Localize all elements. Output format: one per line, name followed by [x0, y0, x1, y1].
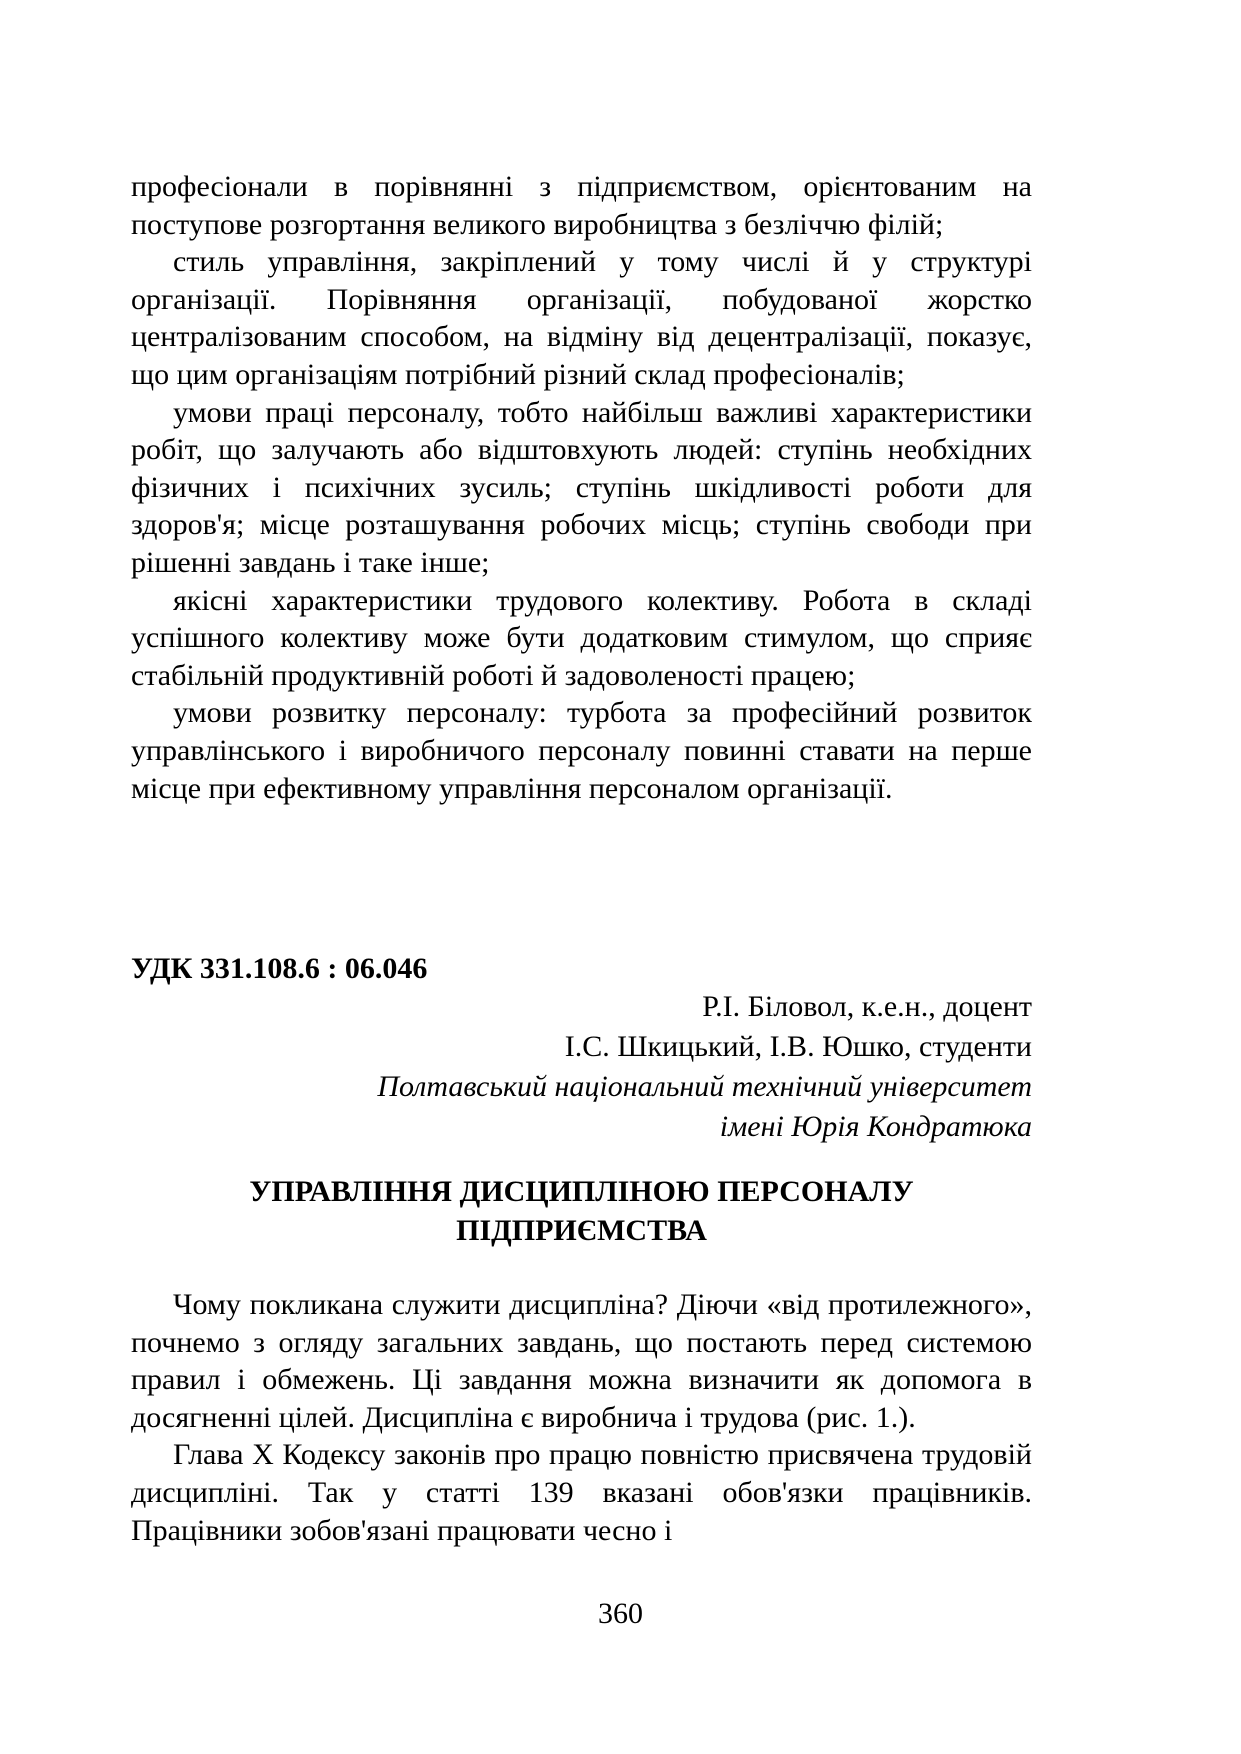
paragraph-personnel-development: умови розвитку персоналу: турбота за професійний розвиток управлінського і виробничого персоналу повинні ставати на перше місце при ефективному управління персоналом організації.	[131, 696, 1032, 805]
page-number: 360	[598, 1597, 643, 1630]
affiliation-line-2: імені Юрія Кондратюка	[719, 1110, 1032, 1143]
article-title	[131, 1172, 1032, 1250]
paragraph-working-conditions: умови праці персоналу, тобто найбільш важливі характеристики робіт, що залучають або відштовхують людей: ступінь необхідних фізичних і психічних зусиль; ступінь шкідливості роботи для здоров'я; місце розташування робочих місць; ступінь свободи при рішенні завдань і таке інше;	[131, 395, 1032, 579]
article-body	[131, 1286, 1032, 1549]
top-section	[131, 168, 1032, 807]
authors-line-1: Р.І. Біловол, к.е.н., доцент	[702, 990, 1032, 1023]
affiliation-line-1: Полтавський національний технічний університет	[377, 1070, 1032, 1103]
article-title-line-1: УПРАВЛІННЯ ДИСЦИПЛІНОЮ ПЕРСОНАЛУ	[249, 1175, 914, 1208]
paragraph-team-characteristics: якісні характеристики трудового колективу. Робота в складі успішного колективу може бути додатковим стимулом, що сприяє стабільній продуктивній роботі й задоволеності працею;	[131, 583, 1032, 692]
paragraph-discipline-purpose: Чому покликана служити дисципліна? Діючи «від протилежного», почнемо з огляду загальних завдань, що постають перед системою правил і обмежень. Ці завдання можна визначити як допомога в досягненні цілей. Дисципліна є виробнича і трудова (рис. 1.).	[131, 1288, 1032, 1434]
authors-block	[377, 987, 1032, 1147]
paragraph-labor-code: Глава X Кодексу законів про працю повністю присвячена трудовій дисципліні. Так у статті 139 вказані обов'язки працівників. Працівники зобов'язані працювати чесно і	[131, 1438, 1032, 1547]
paragraph-management-style: стиль управління, закріплений у тому числі й у структурі організації. Порівняння організації, побудованої жорстко централізованим способом, на відміну від децентралізації, показує, що цим організаціям потрібний різний склад професіоналів;	[131, 245, 1032, 391]
article-title-line-2: ПІДПРИЄМСТВА	[456, 1214, 707, 1247]
paragraph-professionals-end: професіонали в порівнянні з підприємством, орієнтованим на поступове розгортання великого виробництва з безліччю філій;	[131, 170, 1032, 241]
authors-line-2: І.С. Шкицький, І.В. Юшко, студенти	[564, 1030, 1032, 1063]
udc-code: УДК 331.108.6 : 06.046	[131, 952, 428, 985]
